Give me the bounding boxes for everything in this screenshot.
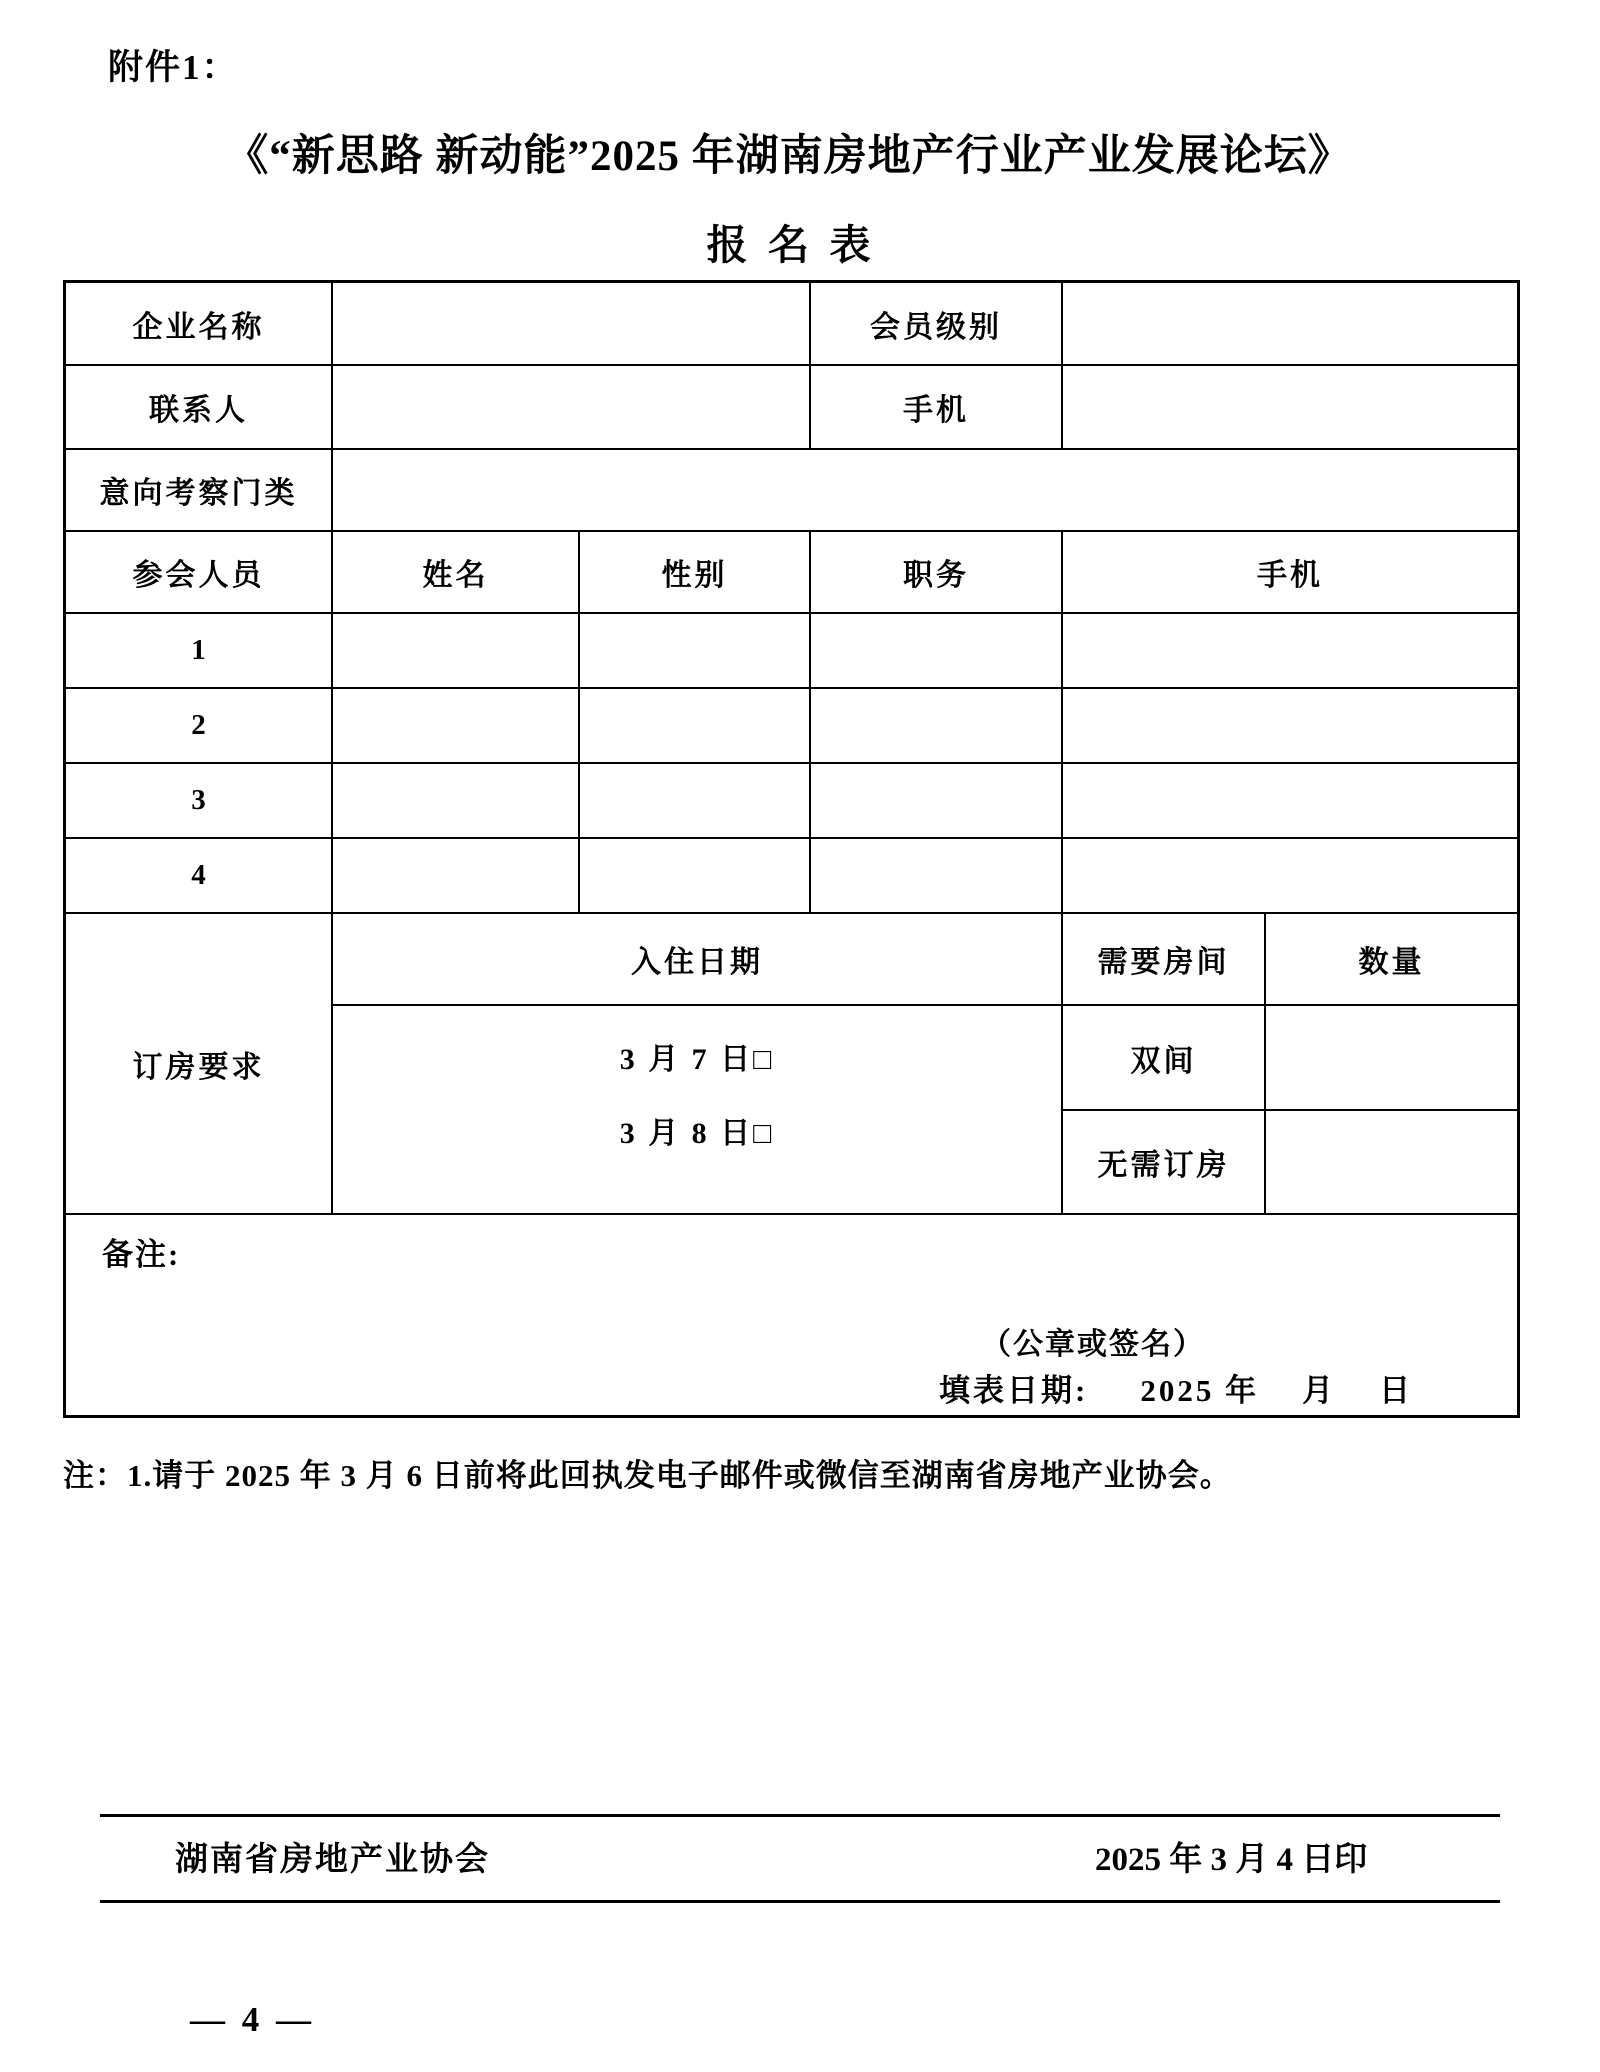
no-room-label: 无需订房 bbox=[1063, 1111, 1266, 1215]
checkin-date-header: 入住日期 bbox=[333, 914, 1063, 1006]
fill-date-label: 填表日期: bbox=[939, 1373, 1089, 1408]
checkin-date-options-cell bbox=[333, 1006, 1063, 1215]
contact-person-value-cell bbox=[333, 366, 811, 450]
registration-table bbox=[63, 280, 1520, 1418]
attachment-label: 附件1： bbox=[108, 48, 239, 87]
company-name-label: 企业名称 bbox=[66, 283, 333, 366]
fill-date-value: 2025 年 月 日 bbox=[1140, 1373, 1414, 1408]
footer-print-date: 2025 年 3 月 4 日印 bbox=[1095, 1842, 1368, 1878]
participant-gender-cell bbox=[580, 839, 811, 914]
form-title: 报 名 表 bbox=[706, 222, 871, 268]
footer-bottom-rule bbox=[100, 1900, 1500, 1903]
participant-row-number: 3 bbox=[66, 764, 333, 839]
participant-position-cell bbox=[811, 689, 1063, 764]
participant-mobile-cell bbox=[1063, 689, 1517, 764]
double-room-quantity-cell bbox=[1266, 1006, 1517, 1111]
participant-gender-cell bbox=[580, 614, 811, 689]
fill-date-line bbox=[939, 1365, 1413, 1410]
member-level-value-cell bbox=[1063, 283, 1517, 366]
contact-person-label: 联系人 bbox=[66, 366, 333, 450]
name-header: 姓名 bbox=[333, 532, 580, 614]
remarks-label: 备注: bbox=[102, 1237, 181, 1272]
participant-mobile-cell bbox=[1063, 839, 1517, 914]
mobile-header: 手机 bbox=[1063, 532, 1517, 614]
inspection-category-label: 意向考察门类 bbox=[66, 450, 333, 532]
participant-name-cell bbox=[333, 614, 580, 689]
participant-name-cell bbox=[333, 689, 580, 764]
participant-row-number: 2 bbox=[66, 689, 333, 764]
booking-requirements-label: 订房要求 bbox=[66, 914, 333, 1215]
position-header: 职务 bbox=[811, 532, 1063, 614]
remarks-cell bbox=[66, 1215, 1517, 1415]
participant-position-cell bbox=[811, 839, 1063, 914]
footer-organization: 湖南省房地产业协会 bbox=[175, 1842, 490, 1878]
participant-gender-cell bbox=[580, 764, 811, 839]
rooms-needed-header: 需要房间 bbox=[1063, 914, 1266, 1006]
participant-mobile-cell bbox=[1063, 614, 1517, 689]
participant-position-cell bbox=[811, 614, 1063, 689]
participant-row-number: 1 bbox=[66, 614, 333, 689]
inspection-category-value-cell bbox=[333, 450, 1517, 532]
company-name-value-cell bbox=[333, 283, 811, 366]
page-number: — 4 — bbox=[190, 2000, 315, 2039]
member-level-label: 会员级别 bbox=[811, 283, 1063, 366]
quantity-header: 数量 bbox=[1266, 914, 1517, 1006]
seal-or-signature-hint: （公章或签名） bbox=[981, 1328, 1205, 1361]
participant-gender-cell bbox=[580, 689, 811, 764]
participant-mobile-cell bbox=[1063, 764, 1517, 839]
date-option-march-7: 3 月 7 日□ bbox=[619, 1043, 775, 1076]
double-room-label: 双间 bbox=[1063, 1006, 1266, 1111]
participant-name-cell bbox=[333, 839, 580, 914]
participant-position-cell bbox=[811, 764, 1063, 839]
contact-mobile-value-cell bbox=[1063, 366, 1517, 450]
gender-header: 性别 bbox=[580, 532, 811, 614]
document-title: 《“新思路 新动能”2025 年湖南房地产行业产业发展论坛》 bbox=[225, 133, 1352, 180]
footnote: 注：1.请于 2025 年 3 月 6 日前将此回执发电子邮件或微信至湖南省房地产业协会。 bbox=[63, 1458, 1232, 1493]
contact-mobile-label: 手机 bbox=[811, 366, 1063, 450]
footer-top-rule bbox=[100, 1814, 1500, 1817]
no-room-quantity-cell bbox=[1266, 1111, 1517, 1215]
date-option-march-8: 3 月 8 日□ bbox=[619, 1117, 775, 1150]
participants-header: 参会人员 bbox=[66, 532, 333, 614]
participant-row-number: 4 bbox=[66, 839, 333, 914]
participant-name-cell bbox=[333, 764, 580, 839]
